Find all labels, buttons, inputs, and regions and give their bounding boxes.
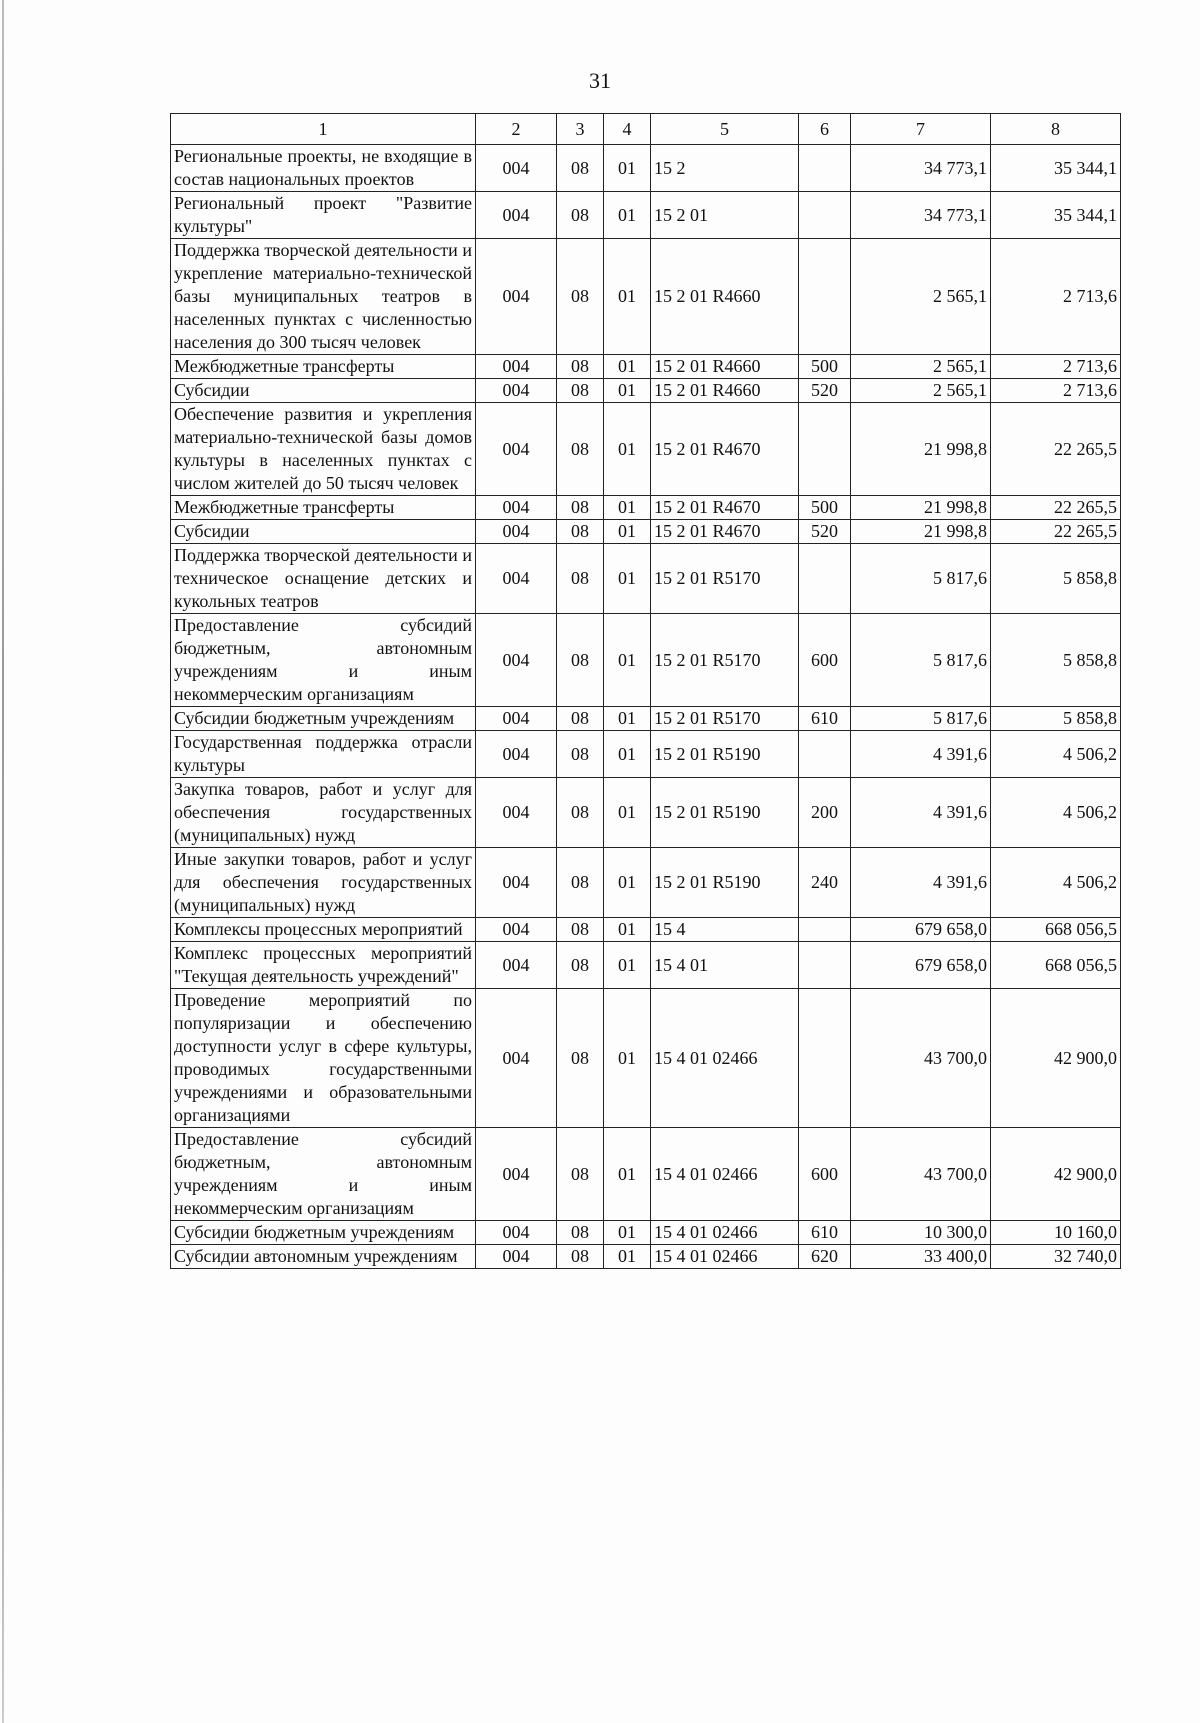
cell-amount-year-2: 668 056,5 (991, 918, 1121, 942)
cell-name: Межбюджетные трансферты (171, 355, 476, 379)
cell-amount-year-1: 21 998,8 (851, 496, 991, 520)
cell-name: Комплексы процессных мероприятий (171, 918, 476, 942)
cell-name: Региональный проект "Развитие культуры" (171, 192, 476, 239)
cell-amount-year-2: 42 900,0 (991, 989, 1121, 1128)
table-row (171, 731, 1121, 778)
cell-target-article: 15 2 01 R4670 (651, 403, 799, 496)
cell-amount-year-1: 679 658,0 (851, 918, 991, 942)
cell-amount-year-2: 4 506,2 (991, 848, 1121, 918)
cell-name: Поддержка творческой деятельности и укрепление материально-технической базы муниципальных театров в населенных пунктах с численностью населения до 300 тысяч человек (171, 239, 476, 355)
col-header-2: 2 (476, 114, 557, 145)
cell-ministry-code: 004 (476, 379, 557, 403)
cell-subsection: 01 (604, 707, 651, 731)
cell-section: 08 (557, 1221, 604, 1245)
cell-expense-type: 600 (799, 614, 851, 707)
cell-subsection: 01 (604, 239, 651, 355)
cell-amount-year-1: 4 391,6 (851, 731, 991, 778)
cell-expense-type (799, 192, 851, 239)
cell-amount-year-1: 2 565,1 (851, 239, 991, 355)
cell-subsection: 01 (604, 145, 651, 192)
cell-subsection: 01 (604, 731, 651, 778)
cell-expense-type (799, 731, 851, 778)
col-header-5: 5 (651, 114, 799, 145)
cell-subsection: 01 (604, 614, 651, 707)
cell-amount-year-1: 5 817,6 (851, 544, 991, 614)
cell-section: 08 (557, 731, 604, 778)
cell-subsection: 01 (604, 778, 651, 848)
cell-target-article: 15 2 01 R5170 (651, 544, 799, 614)
col-header-7: 7 (851, 114, 991, 145)
cell-expense-type: 200 (799, 778, 851, 848)
cell-section: 08 (557, 239, 604, 355)
col-header-3: 3 (557, 114, 604, 145)
cell-ministry-code: 004 (476, 989, 557, 1128)
cell-target-article: 15 4 01 02466 (651, 989, 799, 1128)
cell-target-article: 15 2 01 R5190 (651, 778, 799, 848)
cell-name: Субсидии (171, 379, 476, 403)
cell-amount-year-2: 32 740,0 (991, 1245, 1121, 1269)
table-row (171, 192, 1121, 239)
cell-subsection: 01 (604, 989, 651, 1128)
cell-target-article: 15 2 01 R4660 (651, 355, 799, 379)
cell-ministry-code: 004 (476, 731, 557, 778)
table-row (171, 1221, 1121, 1245)
cell-amount-year-2: 5 858,8 (991, 544, 1121, 614)
cell-amount-year-2: 10 160,0 (991, 1221, 1121, 1245)
cell-subsection: 01 (604, 379, 651, 403)
cell-expense-type: 610 (799, 1221, 851, 1245)
cell-ministry-code: 004 (476, 355, 557, 379)
cell-ministry-code: 004 (476, 403, 557, 496)
cell-target-article: 15 4 01 (651, 942, 799, 989)
cell-subsection: 01 (604, 1128, 651, 1221)
cell-target-article: 15 2 01 R4670 (651, 520, 799, 544)
cell-section: 08 (557, 355, 604, 379)
cell-amount-year-1: 4 391,6 (851, 848, 991, 918)
cell-ministry-code: 004 (476, 145, 557, 192)
cell-subsection: 01 (604, 848, 651, 918)
cell-amount-year-2: 4 506,2 (991, 731, 1121, 778)
cell-expense-type: 240 (799, 848, 851, 918)
cell-name: Комплекс процессных мероприятий "Текущая деятельность учреждений" (171, 942, 476, 989)
cell-amount-year-2: 5 858,8 (991, 614, 1121, 707)
cell-amount-year-2: 2 713,6 (991, 355, 1121, 379)
cell-subsection: 01 (604, 192, 651, 239)
cell-amount-year-1: 2 565,1 (851, 355, 991, 379)
table-row (171, 942, 1121, 989)
table-row (171, 544, 1121, 614)
col-header-1: 1 (171, 114, 476, 145)
cell-ministry-code: 004 (476, 707, 557, 731)
cell-target-article: 15 2 01 R5170 (651, 707, 799, 731)
cell-ministry-code: 004 (476, 1128, 557, 1221)
cell-ministry-code: 004 (476, 778, 557, 848)
cell-section: 08 (557, 1245, 604, 1269)
table-row (171, 918, 1121, 942)
table-row (171, 145, 1121, 192)
cell-subsection: 01 (604, 544, 651, 614)
table-row (171, 848, 1121, 918)
budget-table (170, 113, 1121, 1269)
cell-target-article: 15 2 01 R4670 (651, 496, 799, 520)
cell-ministry-code: 004 (476, 239, 557, 355)
cell-expense-type (799, 989, 851, 1128)
col-header-8: 8 (991, 114, 1121, 145)
cell-amount-year-2: 4 506,2 (991, 778, 1121, 848)
table-row (171, 520, 1121, 544)
cell-expense-type: 620 (799, 1245, 851, 1269)
cell-name: Закупка товаров, работ и услуг для обеспечения государственных (муниципальных) нужд (171, 778, 476, 848)
cell-expense-type (799, 145, 851, 192)
cell-amount-year-2: 35 344,1 (991, 145, 1121, 192)
cell-subsection: 01 (604, 355, 651, 379)
cell-ministry-code: 004 (476, 192, 557, 239)
table-row (171, 239, 1121, 355)
table-row (171, 614, 1121, 707)
cell-subsection: 01 (604, 520, 651, 544)
cell-section: 08 (557, 942, 604, 989)
cell-subsection: 01 (604, 403, 651, 496)
cell-amount-year-1: 21 998,8 (851, 403, 991, 496)
cell-section: 08 (557, 520, 604, 544)
cell-amount-year-2: 668 056,5 (991, 942, 1121, 989)
cell-target-article: 15 2 01 R5190 (651, 848, 799, 918)
table-row (171, 355, 1121, 379)
cell-target-article: 15 2 01 R5190 (651, 731, 799, 778)
cell-section: 08 (557, 989, 604, 1128)
cell-target-article: 15 4 01 02466 (651, 1245, 799, 1269)
scan-edge-artifact (2, 0, 4, 1723)
cell-amount-year-1: 43 700,0 (851, 989, 991, 1128)
cell-section: 08 (557, 918, 604, 942)
cell-name: Субсидии бюджетным учреждениям (171, 707, 476, 731)
cell-name: Предоставление субсидий бюджетным, автономным учреждениям и иным некоммерческим организациям (171, 1128, 476, 1221)
cell-target-article: 15 2 01 (651, 192, 799, 239)
cell-amount-year-1: 34 773,1 (851, 192, 991, 239)
cell-ministry-code: 004 (476, 496, 557, 520)
table-row (171, 989, 1121, 1128)
cell-expense-type: 500 (799, 355, 851, 379)
cell-amount-year-2: 35 344,1 (991, 192, 1121, 239)
cell-section: 08 (557, 496, 604, 520)
cell-section: 08 (557, 707, 604, 731)
cell-section: 08 (557, 192, 604, 239)
page-number: 31 (589, 68, 611, 93)
cell-section: 08 (557, 848, 604, 918)
cell-expense-type: 610 (799, 707, 851, 731)
col-header-4: 4 (604, 114, 651, 145)
cell-section: 08 (557, 1128, 604, 1221)
cell-expense-type (799, 942, 851, 989)
cell-section: 08 (557, 379, 604, 403)
cell-name: Предоставление субсидий бюджетным, автономным учреждениям и иным некоммерческим организациям (171, 614, 476, 707)
cell-expense-type (799, 239, 851, 355)
cell-ministry-code: 004 (476, 918, 557, 942)
header-row (171, 114, 1121, 145)
cell-section: 08 (557, 778, 604, 848)
cell-ministry-code: 004 (476, 848, 557, 918)
cell-section: 08 (557, 544, 604, 614)
table-row (171, 1245, 1121, 1269)
cell-target-article: 15 2 (651, 145, 799, 192)
cell-subsection: 01 (604, 942, 651, 989)
cell-amount-year-2: 42 900,0 (991, 1128, 1121, 1221)
cell-section: 08 (557, 403, 604, 496)
table-row (171, 403, 1121, 496)
cell-amount-year-2: 5 858,8 (991, 707, 1121, 731)
table-row (171, 1128, 1121, 1221)
cell-ministry-code: 004 (476, 1221, 557, 1245)
cell-ministry-code: 004 (476, 942, 557, 989)
col-header-6: 6 (799, 114, 851, 145)
cell-expense-type (799, 403, 851, 496)
cell-target-article: 15 2 01 R4660 (651, 239, 799, 355)
cell-name: Межбюджетные трансферты (171, 496, 476, 520)
cell-name: Субсидии (171, 520, 476, 544)
cell-subsection: 01 (604, 918, 651, 942)
cell-name: Региональные проекты, не входящие в состав национальных проектов (171, 145, 476, 192)
cell-name: Обеспечение развития и укрепления материально-технической базы домов культуры в населенных пунктах с числом жителей до 50 тысяч человек (171, 403, 476, 496)
cell-amount-year-1: 33 400,0 (851, 1245, 991, 1269)
cell-target-article: 15 4 (651, 918, 799, 942)
cell-amount-year-2: 22 265,5 (991, 403, 1121, 496)
cell-ministry-code: 004 (476, 614, 557, 707)
cell-name: Субсидии бюджетным учреждениям (171, 1221, 476, 1245)
cell-expense-type: 500 (799, 496, 851, 520)
cell-amount-year-1: 679 658,0 (851, 942, 991, 989)
cell-amount-year-2: 2 713,6 (991, 379, 1121, 403)
cell-amount-year-1: 34 773,1 (851, 145, 991, 192)
cell-target-article: 15 2 01 R5170 (651, 614, 799, 707)
cell-subsection: 01 (604, 1245, 651, 1269)
cell-subsection: 01 (604, 496, 651, 520)
cell-amount-year-2: 22 265,5 (991, 496, 1121, 520)
cell-amount-year-1: 5 817,6 (851, 614, 991, 707)
table-row (171, 707, 1121, 731)
cell-ministry-code: 004 (476, 544, 557, 614)
cell-expense-type: 520 (799, 379, 851, 403)
table-row (171, 496, 1121, 520)
cell-ministry-code: 004 (476, 1245, 557, 1269)
cell-expense-type (799, 544, 851, 614)
cell-amount-year-1: 2 565,1 (851, 379, 991, 403)
table-row (171, 778, 1121, 848)
cell-section: 08 (557, 614, 604, 707)
cell-amount-year-1: 4 391,6 (851, 778, 991, 848)
cell-amount-year-1: 21 998,8 (851, 520, 991, 544)
cell-target-article: 15 2 01 R4660 (651, 379, 799, 403)
cell-target-article: 15 4 01 02466 (651, 1221, 799, 1245)
cell-expense-type: 520 (799, 520, 851, 544)
cell-target-article: 15 4 01 02466 (651, 1128, 799, 1221)
cell-amount-year-1: 10 300,0 (851, 1221, 991, 1245)
cell-amount-year-1: 43 700,0 (851, 1128, 991, 1221)
cell-name: Иные закупки товаров, работ и услуг для обеспечения государственных (муниципальных) нужд (171, 848, 476, 918)
cell-name: Поддержка творческой деятельности и техническое оснащение детских и кукольных театров (171, 544, 476, 614)
cell-expense-type (799, 918, 851, 942)
table-body (171, 145, 1121, 1269)
cell-expense-type: 600 (799, 1128, 851, 1221)
cell-subsection: 01 (604, 1221, 651, 1245)
cell-section: 08 (557, 145, 604, 192)
cell-name: Государственная поддержка отрасли культуры (171, 731, 476, 778)
cell-name: Проведение мероприятий по популяризации и обеспечению доступности услуг в сфере культуры, проводимых государственными учреждениями и образовательными организациями (171, 989, 476, 1128)
cell-amount-year-1: 5 817,6 (851, 707, 991, 731)
cell-amount-year-2: 22 265,5 (991, 520, 1121, 544)
cell-name: Субсидии автономным учреждениям (171, 1245, 476, 1269)
table-row (171, 379, 1121, 403)
cell-ministry-code: 004 (476, 520, 557, 544)
cell-amount-year-2: 2 713,6 (991, 239, 1121, 355)
